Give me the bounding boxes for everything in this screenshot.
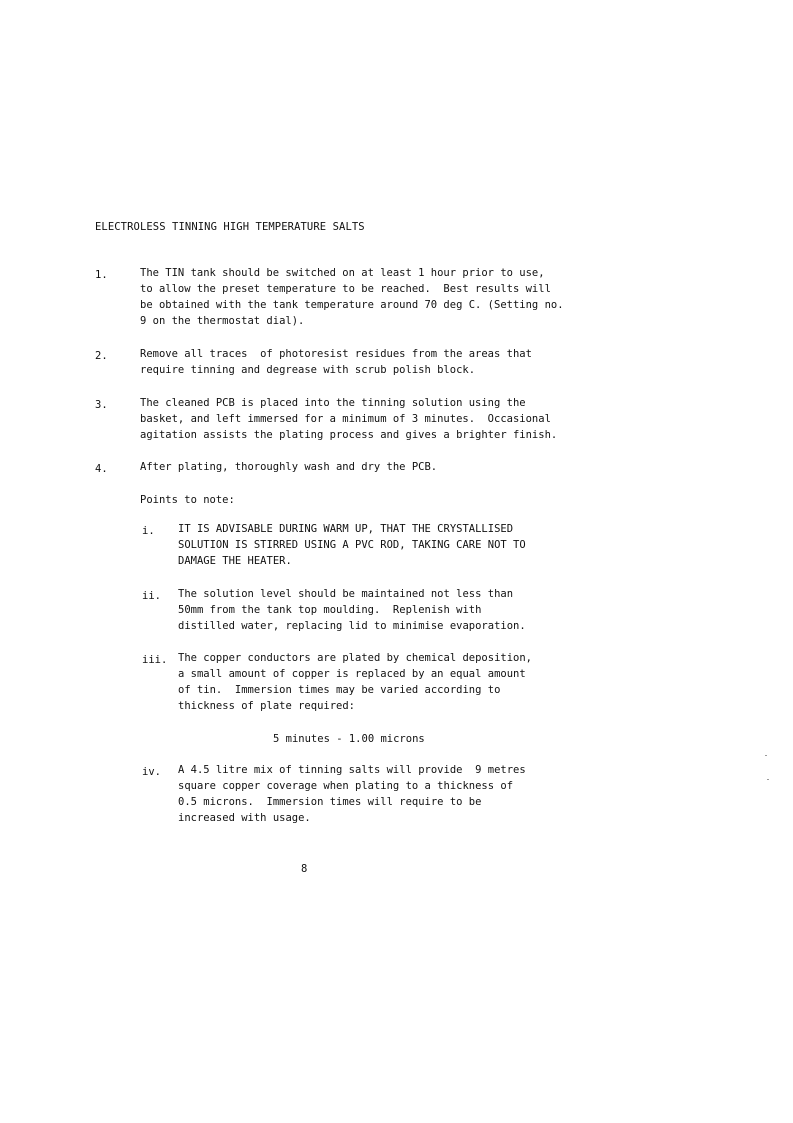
point-number: ii.: [142, 590, 161, 602]
point-number: iv.: [142, 766, 161, 778]
text-line: a small amount of copper is replaced by an equal amount: [178, 668, 526, 680]
text-line: A 4.5 litre mix of tinning salts will provide 9 metres: [178, 764, 526, 776]
text-line: The copper conductors are plated by chemical deposition,: [178, 652, 533, 664]
text-line: be obtained with the tank temperature around 70 deg C. (Setting no.: [140, 299, 564, 311]
step-number: 4.: [95, 463, 108, 475]
step-number: 3.: [95, 399, 108, 411]
text-line: require tinning and degrease with scrub polish block.: [140, 364, 476, 376]
point-number: iii.: [142, 654, 168, 666]
text-line: to allow the preset temperature to be reached. Best results will: [140, 283, 551, 295]
point-text: [178, 521, 526, 569]
step-number: 2.: [95, 350, 108, 362]
text-line: thickness of plate required:: [178, 700, 356, 712]
text-line: agitation assists the plating process and gives a brighter finish.: [140, 429, 558, 441]
text-line: distilled water, replacing lid to minimise evaporation.: [178, 620, 526, 632]
step-text: [140, 395, 557, 443]
text-line: IT IS ADVISABLE DURING WARM UP, THAT THE CRYSTALLISED: [178, 523, 514, 535]
text-line: The cleaned PCB is placed into the tinning solution using the: [140, 397, 526, 409]
document-heading: ELECTROLESS TINNING HIGH TEMPERATURE SALTS: [95, 221, 365, 233]
text-line: square copper coverage when plating to a thickness of: [178, 780, 514, 792]
text-line: DAMAGE THE HEATER.: [178, 555, 292, 567]
point-text: [178, 762, 526, 826]
scan-speck: [765, 755, 767, 756]
step-text: [140, 459, 437, 475]
point-number: i.: [142, 525, 155, 537]
step-number: 1.: [95, 269, 108, 281]
text-line: 50mm from the tank top moulding. Replenish with: [178, 604, 482, 616]
text-line: SOLUTION IS STIRRED USING A PVC ROD, TAKING CARE NOT TO: [178, 539, 526, 551]
text-line: basket, and left immersed for a minimum of 3 minutes. Occasional: [140, 413, 551, 425]
plating-example: 5 minutes - 1.00 microns: [273, 733, 425, 745]
point-text: [178, 650, 532, 714]
text-line: 9 on the thermostat dial).: [140, 315, 305, 327]
page-number: 8: [301, 863, 308, 875]
text-line: The solution level should be maintained not less than: [178, 588, 514, 600]
text-line: increased with usage.: [178, 812, 311, 824]
text-line: 0.5 microns. Immersion times will require to be: [178, 796, 482, 808]
points-title: Points to note:: [140, 494, 235, 506]
step-text: [140, 346, 532, 378]
text-line: After plating, thoroughly wash and dry the PCB.: [140, 461, 438, 473]
text-line: of tin. Immersion times may be varied according to: [178, 684, 501, 696]
step-text: [140, 265, 564, 329]
text-line: The TIN tank should be switched on at least 1 hour prior to use,: [140, 267, 545, 279]
scan-speck: [767, 779, 769, 780]
text-line: Remove all traces of photoresist residues from the areas that: [140, 348, 532, 360]
point-text: [178, 586, 526, 634]
